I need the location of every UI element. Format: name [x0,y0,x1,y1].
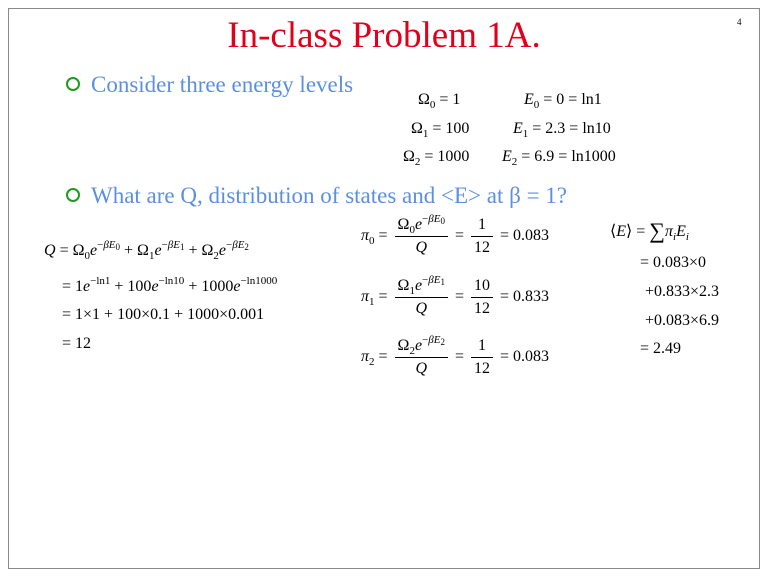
eq-omega1: $\Omega_1 = 100$ [411,120,470,140]
eq-q-line2: = $1e^{-ln1} + 100e^{-ln10} + 1000e^{-ln1000}$ [62,275,278,295]
eq-avg-e-line2: = 0.083×0 [640,254,707,271]
page-number: 4 [737,17,742,27]
eq-pi0: $\pi_0$ = $\frac{\Omega_0e^{-\beta E_0}}{Q}$ = $\frac{1}{12}$ = 0.083 [361,213,550,256]
eq-avg-e-line1: ⟨E⟩ = $\sum\pi_iE_i$ [610,218,689,243]
bullet-circle-icon [66,188,80,202]
eq-q-line3: = 1×1 + 100×0.1 + 1000×0.001 [62,306,265,323]
eq-q-line1: $Q = \Omega_0e^{-\beta E_0} + \Omega_1e^{-\beta E_1} + \Omega_2e^{-\beta E_2}$ [44,239,249,262]
eq-avg-e-line5: = 2.49 [640,340,682,357]
eq-omega2: $\Omega_2 = 1000$ [403,148,470,168]
eq-pi2: $\pi_2$ = $\frac{\Omega_2e^{-\beta E_2}}{Q}$ = $\frac{1}{12}$ = 0.083 [361,334,550,377]
eq-e1: $E_1 = 2.3 = \ln 10$ [513,120,611,140]
bullet-consider [66,72,353,98]
eq-avg-e-line4: +0.083×6.9 [645,312,720,329]
bullet-question [66,183,567,209]
slide-title: In-class Problem 1A. [227,15,541,56]
bullet-text: Consider three energy levels [91,72,354,97]
eq-pi1: $\pi_1$ = $\frac{\Omega_1e^{-\beta E_1}}{Q}$ = $\frac{10}{12}$ = 0.833 [361,274,550,317]
eq-omega0: $\Omega_0 = 1$ [418,91,461,111]
eq-q-line4: = 12 [62,335,92,352]
eq-e2: $E_2 = 6.9 = \ln 1000$ [502,148,616,168]
eq-e0: $E_0 = 0 = \ln 1$ [524,91,602,111]
eq-avg-e-line3: +0.833×2.3 [645,283,720,300]
bullet-text: What are Q, distribution of states and <E> at β = 1? [91,183,567,208]
bullet-circle-icon [66,77,80,91]
